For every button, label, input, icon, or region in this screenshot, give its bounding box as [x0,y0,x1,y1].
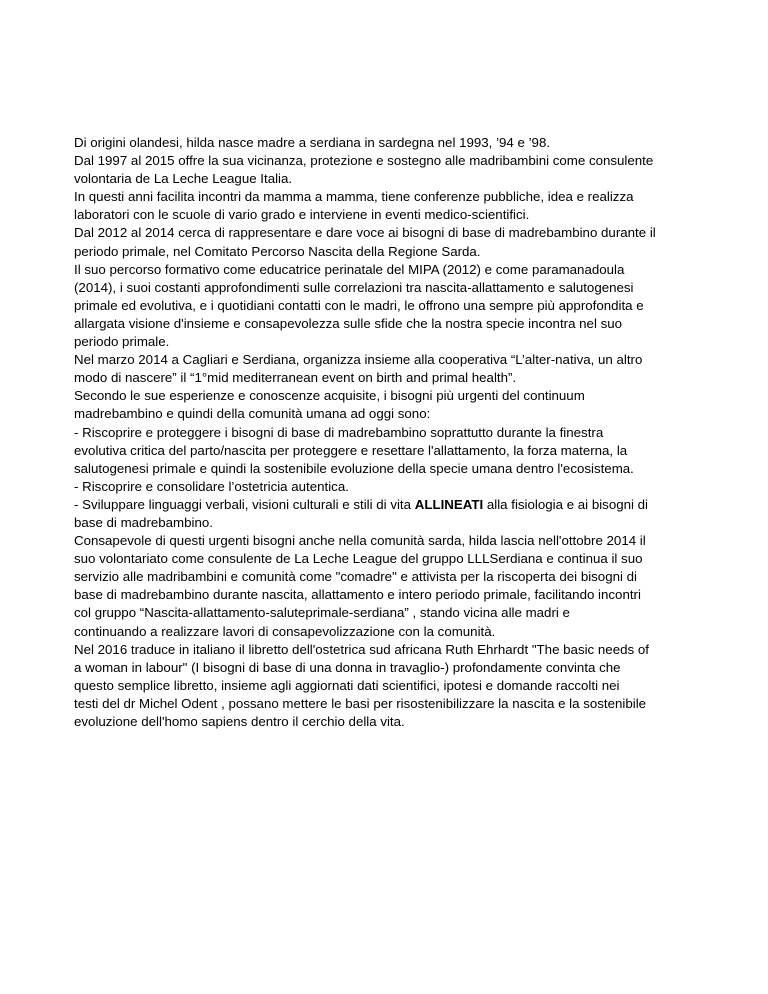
text-line: col gruppo “Nascita-allattamento-saluteprimale-serdiana” , stando vicina alle madri e [74,605,570,621]
text-line: laboratori con le scuole di vario grado e interviene in eventi medico-scientifici. [74,207,530,223]
text-line: servizio alle madribambini e comunità come "comadre" e attivista per la riscoperta dei bisogni di [74,569,637,585]
line-segment: alla fisiologia e ai bisogni di [483,496,649,512]
emphasis-allineati: ALLINEATI [414,496,484,512]
text-line: a woman in labour" (I bisogni di base di una donna in travaglio-) profondamente convinta che [74,659,621,675]
text-line: suo volontariato come consulente de La Leche League del gruppo LLLSerdiana e continua il suo [74,551,643,567]
text-line: evolutiva critica del parto/nascita per proteggere e resettare l'allattamento, la forza materna, la [74,442,628,458]
text-line: continuando a realizzare lavori di consapevolizzazione con la comunità. [74,623,496,639]
text-line: base di madrebambino. [74,514,213,530]
line-segment: - Sviluppare linguaggi verbali, visioni culturali e stili di vita [74,496,415,512]
text-line: Consapevole di questi urgenti bisogni anche nella comunità sarda, hilda lascia nell'ottobre 2014 il [74,533,646,549]
text-line: - Riscoprire e proteggere i bisogni di base di madrebambino soprattutto durante la finestra [74,424,604,440]
text-line: primale ed evolutiva, e i quotidiani contatti con le madri, le offrono una sempre più approfondita e [74,297,644,313]
text-line: Il suo percorso formativo come educatrice perinatale del MIPA (2012) e come paramanadoula [74,261,625,277]
biography-text [74,134,714,731]
text-line: (2014), i suoi costanti approfondimenti sulle correlazioni tra nascita-allattamento e salutogenesi [74,279,634,295]
text-line: questo semplice libretto, insieme agli aggiornati dati scientifici, ipotesi e domande raccolti nei [74,677,620,693]
text-line: modo di nascere” il “1°mid mediterranean event on birth and primal health”. [74,370,517,386]
text-line: periodo primale. [74,334,170,350]
text-line-with-emphasis [74,496,714,514]
text-line: Di origini olandesi, hilda nasce madre a serdiana in sardegna nel 1993, ’94 e ’98. [74,135,551,150]
text-line: Nel 2016 traduce in italiano il libretto dell'ostetrica sud africana Ruth Ehrhardt "The basic needs of [74,641,649,657]
text-line: madrebambino e quindi della comunità umana ad oggi sono: [74,406,431,422]
text-line: In questi anni facilita incontri da mamma a mamma, tiene conferenze pubbliche, idea e realizza [74,189,634,205]
text-line: Dal 1997 al 2015 offre la sua vicinanza, protezione e sostegno alle madribambini come consulente [74,153,654,169]
text-line: salutogenesi primale e quindi la sostenibile evoluzione della specie umana dentro l'ecosistema. [74,460,634,476]
text-line: volontaria de La Leche League Italia. [74,171,293,187]
text-line: Dal 2012 al 2014 cerca di rappresentare e dare voce ai bisogni di base di madrebambino durante il [74,225,656,241]
text-line: - Riscoprire e consolidare l’ostetricia autentica. [74,478,349,494]
text-line: Secondo le sue esperienze e conoscenze acquisite, i bisogni più urgenti del continuum [74,388,585,404]
text-line: testi del dr Michel Odent , possano mettere le basi per risostenibilizzare la nascita e la sostenibile [74,695,647,711]
text-line: periodo primale, nel Comitato Percorso Nascita della Regione Sarda. [74,243,481,259]
text-line: base di madrebambino durante nascita, allattamento e intero periodo primale, facilitando incontri [74,587,641,603]
text-line: evoluzione dell'homo sapiens dentro il cerchio della vita. [74,714,405,729]
text-line: allargata visione d'insieme e consapevolezza sulle sfide che la nostra specie incontra nel suo [74,315,623,331]
text-line: Nel marzo 2014 a Cagliari e Serdiana, organizza insieme alla cooperativa “L’alter-nativa, un altro [74,352,643,368]
